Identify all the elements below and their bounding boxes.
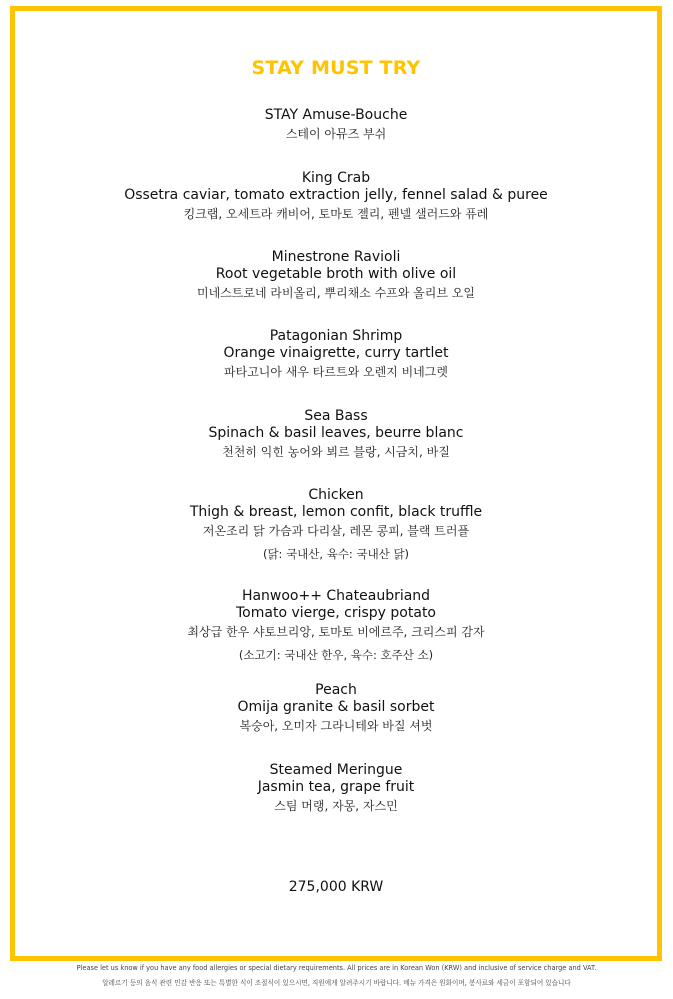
course-korean: 미네스트로네 라비올리, 뿌리채소 수프와 올리브 오일 — [197, 286, 475, 300]
course-name: Sea Bass — [304, 408, 368, 424]
course-king-crab — [15, 170, 657, 224]
course-steamed-meringue — [15, 762, 657, 816]
course-name: Chicken — [308, 487, 364, 503]
course-hanwoo-chateaubriand — [15, 588, 657, 665]
course-name: Patagonian Shrimp — [269, 328, 403, 344]
course-korean: 천천히 익힌 농어와 뵈르 블랑, 시금치, 바질 — [222, 445, 450, 459]
course-description: Ossetra caviar, tomato extraction jelly, fennel salad & puree — [124, 187, 548, 203]
course-description: Thigh & breast, lemon confit, black truffle — [189, 504, 483, 520]
course-peach — [15, 682, 657, 736]
footer-notice-korean: 알레르기 등의 음식 관련 민감 반응 또는 특별한 식이 조절식이 있으시면, 직원에게 알려주시기 바랍니다. 메뉴 가격은 원화이며, 봉사료와 세금이 포함되어 있습니다 — [102, 979, 571, 987]
course-name: Minestrone Ravioli — [271, 249, 401, 265]
course-sea-bass — [15, 408, 657, 462]
course-description: Jasmin tea, grape fruit — [257, 779, 415, 795]
course-korean: 저온조리 닭 가슴과 다리살, 레몬 콩피, 블랙 트러플 — [202, 524, 470, 538]
course-patagonian-shrimp — [15, 328, 657, 382]
course-name: Peach — [315, 682, 357, 698]
menu-title: STAY MUST TRY — [251, 57, 421, 79]
course-korean: 복숭아, 오미자 그라니테와 바질 셔벗 — [239, 719, 433, 733]
course-description: Omija granite & basil sorbet — [237, 699, 435, 715]
course-korean: 파타고니아 새우 타르트와 오렌지 비네그렛 — [224, 365, 448, 379]
course-description: Orange vinaigrette, curry tartlet — [223, 345, 449, 361]
course-description: Root vegetable broth with olive oil — [215, 266, 457, 282]
course-korean: 킹크랩, 오세트라 캐비어, 토마토 젤리, 펜넬 샐러드와 퓨레 — [183, 207, 489, 221]
course-name: Hanwoo++ Chateaubriand — [241, 588, 431, 604]
course-minestrone-ravioli — [15, 249, 657, 303]
course-name: King Crab — [301, 170, 371, 186]
footer-notice-english: Please let us know if you have any food allergies or special dietary requirements. All prices are in Korean Won (KRW) and inclusive of service charge and VAT. — [76, 964, 597, 972]
course-korean: 최상급 한우 샤토브리앙, 토마토 비에르주, 크리스피 감자 — [187, 625, 485, 639]
course-chicken — [15, 487, 657, 564]
menu-frame — [10, 6, 662, 961]
course-origin: (닭: 국내산, 육수: 국내산 닭) — [262, 547, 410, 561]
course-description: Spinach & basil leaves, beurre blanc — [208, 425, 464, 441]
course-origin: (소고기: 국내산 한우, 육수: 호주산 소) — [238, 648, 434, 662]
menu-price: 275,000 KRW — [288, 879, 384, 895]
course-description: Tomato vierge, crispy potato — [236, 605, 436, 621]
course-amuse-bouche — [15, 107, 657, 144]
course-name: Steamed Meringue — [269, 762, 403, 778]
course-korean: 스테이 아뮤즈 부쉬 — [285, 127, 387, 141]
course-name: STAY Amuse-Bouche — [264, 107, 408, 123]
course-korean: 스팀 머랭, 자몽, 자스민 — [274, 799, 398, 813]
